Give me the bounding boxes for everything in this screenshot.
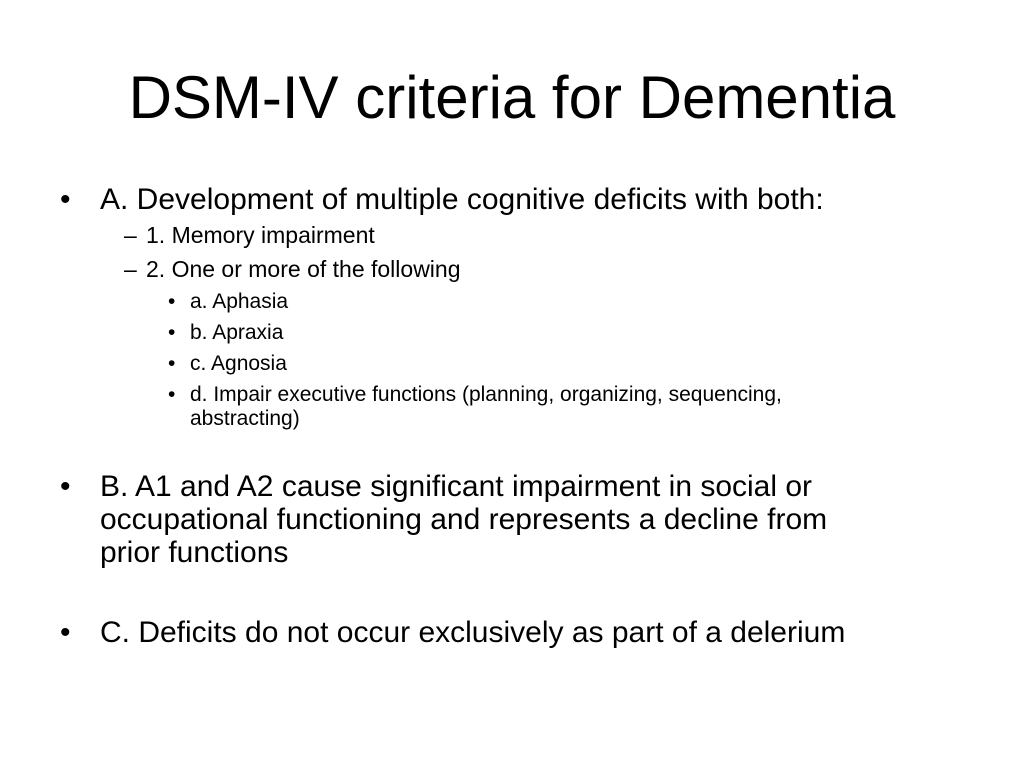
bullet-b-line1: B. A1 and A2 cause significant impairment in social or — [100, 470, 813, 503]
subsub-bullet-apraxia-text: b. Apraxia — [190, 321, 284, 344]
bullet-c-text: C. Deficits do not occur exclusively as part of a delerium — [100, 616, 846, 649]
subsub-bullet-agnosia-text: c. Agnosia — [190, 352, 287, 375]
sub-bullet-following-text: 2. One or more of the following — [146, 256, 461, 282]
subsub-bullet-aphasia-text: a. Aphasia — [190, 290, 289, 313]
bullet-marker: • — [168, 290, 176, 313]
bullet-marker: • — [168, 383, 176, 406]
bullet-marker: • — [168, 321, 176, 344]
subsub-bullet-executive-line1: d. Impair executive functions (planning, organizing, sequencing, — [190, 383, 782, 406]
bullet-marker: • — [60, 616, 71, 649]
dash-marker: – — [124, 222, 137, 248]
slide-title: DSM-IV criteria for Dementia — [128, 64, 896, 131]
bullet-b-line3: prior functions — [100, 536, 289, 569]
dash-marker: – — [124, 256, 137, 282]
bullet-marker: • — [168, 352, 176, 375]
sub-bullet-memory-text: 1. Memory impairment — [146, 222, 375, 248]
bullet-a-text: A. Development of multiple cognitive deficits with both: — [100, 183, 824, 216]
subsub-bullet-executive-line2: abstracting) — [190, 407, 300, 430]
bullet-marker: • — [60, 470, 71, 503]
bullet-marker: • — [60, 183, 71, 216]
bullet-b-line2: occupational functioning and represents a decline from — [100, 503, 828, 536]
